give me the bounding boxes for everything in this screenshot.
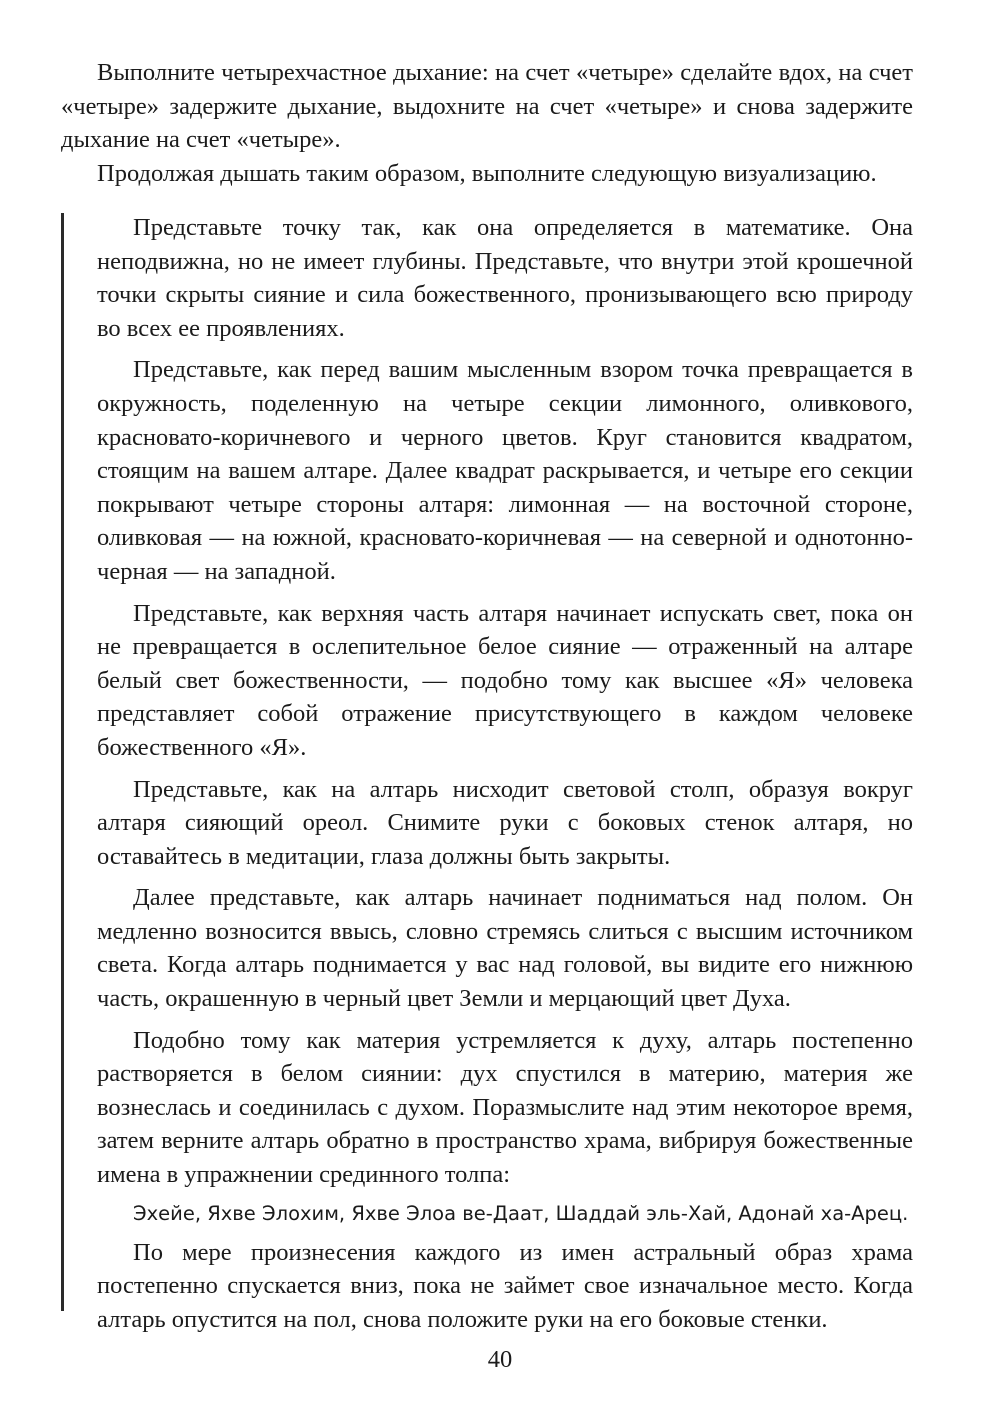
meditation-paragraph-point: Представьте точку так, как она определяется в математике. Она неподвижна, но не имеет глубины. Представьте, что внутри этой крошечной точки скрыты сияние и сила божественного, пронизывающего всю природу во всех ее проявлениях. <box>97 214 913 342</box>
intro-paragraph-visualization: Продолжая дышать таким образом, выполните следующую визуализацию. <box>97 159 877 187</box>
intro-section <box>61 56 913 190</box>
meditation-paragraph-descent: По мере произнесения каждого из имен астральный образ храма постепенно спускается вниз, пока не займет свое изначальное место. Когда алтарь опустится на пол, снова положите руки на его боковые стенки. <box>97 1238 913 1333</box>
meditation-paragraph-dissolving: Подобно тому как материя устремляется к духу, алтарь постепенно растворяется в белом сиянии: дух спустился в материю, материя же вознеслась и соединилась с духом. Поразмыслите над этим некоторое время, затем верните алтарь обратно в пространство храма, вибрируя божественные имена в упражнении срединного толпа: <box>97 1026 913 1189</box>
divine-names-line: Эхейе, Яхве Элохим, Яхве Элоа ве-Даат, Шаддай эль-Хай, Адонай ха-Арец. <box>133 1201 909 1225</box>
meditation-paragraph-circle: Представьте, как перед вашим мысленным взором точка превращается в окружность, поделенную на четыре секции лимонного, оливкового, красновато-коричневого и черного цветов. Круг становится квадратом, стоящим на вашем алтаре. Далее квадрат раскрывается, и четыре его секции покрывают четыре стороны алтаря: лимонная — на восточной стороне, оливковая — на южной, красновато-коричневая — на северной и однотонно-черная — на западной. <box>97 356 913 585</box>
meditation-paragraph-rising: Далее представьте, как алтарь начинает подниматься над полом. Он медленно возносится ввысь, словно стремясь слиться с высшим источником света. Когда алтарь поднимается у вас над головой, вы видите его нижнюю часть, окрашенную в черный цвет Земли и мерцающий цвет Духа. <box>97 884 913 1013</box>
page-number: 40 <box>487 1346 513 1373</box>
meditation-paragraph-light: Представьте, как верхняя часть алтаря начинает испускать свет, пока он не превращается в ослепительное белое сияние — отраженный на алтаре белый свет божественности, — подобно тому как высшее «Я» человека представляет собой отражение присутствующего в каждом человеке божественного «Я». <box>97 599 913 761</box>
intro-paragraph-breathing: Выполните четырехчастное дыхание: на счет «четыре» сделайте вдох, на счет «четыре» задержите дыхание, выдохните на счет «четыре» и снова задержите дыхание на счет «четыре». <box>61 59 913 154</box>
meditation-paragraph-pillar: Представьте, как на алтарь нисходит световой столп, образуя вокруг алтаря сияющий ореол. Снимите руки с боковых стенок алтаря, но оставайтесь в медитации, глаза должны быть закрыты. <box>97 775 913 870</box>
meditation-block <box>97 211 913 1344</box>
meditation-side-rule <box>61 213 64 1311</box>
